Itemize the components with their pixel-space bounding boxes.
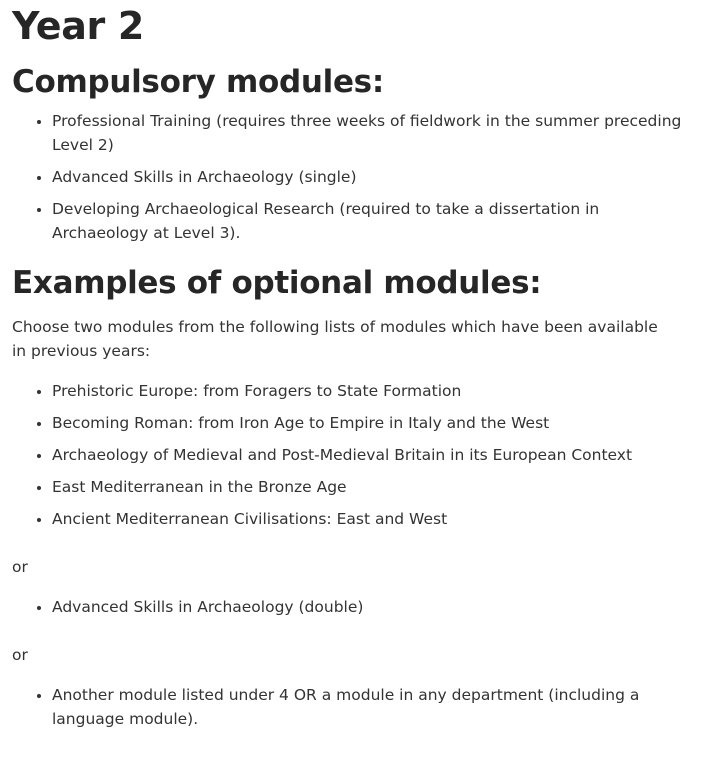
list-item: • East Mediterranean in the Bronze Age (52, 475, 704, 499)
or-separator: or (12, 646, 28, 664)
optional-modules-list (12, 379, 704, 531)
list-item: • Ancient Mediterranean Civilisations: East and West (52, 507, 704, 531)
page-title: Year 2 (12, 4, 145, 48)
list-item: • Professional Training (requires three weeks of fieldwork in the summer preceding Level 2) (52, 109, 704, 157)
list-item: • Advanced Skills in Archaeology (double) (52, 595, 704, 619)
compulsory-modules-heading: Compulsory modules: (12, 64, 384, 100)
list-item: • Developing Archaeological Research (required to take a dissertation in Archaeology at Level 3). (52, 197, 704, 245)
compulsory-modules-list (12, 109, 704, 245)
other-module-list (12, 683, 704, 731)
alternative-module-list (12, 595, 704, 619)
list-item: • Advanced Skills in Archaeology (single) (52, 165, 704, 189)
or-separator: or (12, 558, 28, 576)
list-item: • Prehistoric Europe: from Foragers to State Formation (52, 379, 704, 403)
list-item: • Another module listed under 4 OR a module in any department (including a language module). (52, 683, 704, 731)
list-item: • Becoming Roman: from Iron Age to Empire in Italy and the West (52, 411, 704, 435)
list-item: • Archaeology of Medieval and Post-Medieval Britain in its European Context (52, 443, 704, 467)
optional-modules-intro: Choose two modules from the following lists of modules which have been available in previous years: (12, 318, 658, 360)
optional-modules-heading: Examples of optional modules: (12, 265, 542, 301)
